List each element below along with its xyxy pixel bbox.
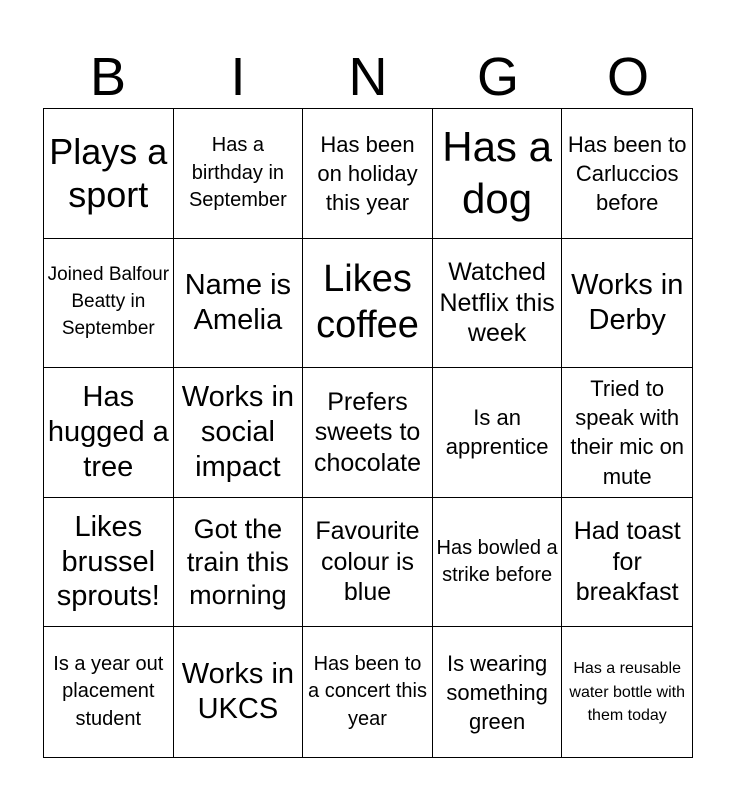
cell-label: Name is Amelia: [184, 269, 292, 336]
cell-label: Has been on holiday this year: [317, 131, 418, 215]
header-letter-n: N: [348, 47, 388, 107]
bingo-cell-r5c1[interactable]: [44, 627, 174, 757]
bingo-cell-r1c1[interactable]: [44, 109, 174, 239]
cell-label: Is wearing something green: [446, 650, 548, 734]
bingo-cell-r2c3[interactable]: [303, 239, 433, 369]
bingo-cell-r3c5[interactable]: [562, 368, 692, 498]
bingo-cell-r1c2[interactable]: [174, 109, 304, 239]
cell-label: Is a year out placement student: [53, 652, 164, 730]
cell-label: Has a birthday in September: [188, 133, 287, 212]
bingo-cell-r1c5[interactable]: [562, 109, 692, 239]
cell-label: Joined Balfour Beatty in September: [47, 264, 170, 340]
bingo-cell-r3c2[interactable]: [174, 368, 304, 498]
header-letter-b: B: [89, 47, 127, 107]
cell-label: Works in social impact: [181, 381, 295, 483]
bingo-cell-r1c3[interactable]: [303, 109, 433, 239]
cell-label: Tried to speak with their mic on mute: [570, 376, 685, 489]
cell-label: Likes brussel sprouts!: [56, 510, 160, 613]
bingo-cell-r5c4[interactable]: [433, 627, 563, 757]
bingo-cell-r5c3[interactable]: [303, 627, 433, 757]
cell-label: Likes coffee: [316, 258, 419, 346]
bingo-cell-r3c3[interactable]: [303, 368, 433, 498]
cell-label: Works in UKCS: [181, 658, 295, 726]
bingo-cell-r4c2[interactable]: [174, 498, 304, 628]
cell-label: Has hugged a tree: [47, 381, 169, 483]
cell-label: Has bowled a strike before: [436, 536, 558, 587]
cell-label: Plays a sport: [49, 131, 168, 216]
bingo-card: [43, 108, 693, 758]
bingo-cell-r4c1[interactable]: [44, 498, 174, 628]
bingo-cell-r2c2[interactable]: [174, 239, 304, 369]
bingo-cell-r4c3[interactable]: [303, 498, 433, 628]
cell-label: Has been to Carluccios before: [567, 131, 687, 215]
bingo-cell-r2c1[interactable]: [44, 239, 174, 369]
cell-label: Got the train this morning: [186, 513, 289, 610]
cell-label: Works in Derby: [571, 269, 684, 336]
header-letter-g: G: [476, 47, 519, 107]
bingo-cell-r3c4[interactable]: [433, 368, 563, 498]
cell-label: Prefers sweets to chocolate: [313, 387, 421, 477]
bingo-cell-r4c5[interactable]: [562, 498, 692, 628]
cell-label: Has a dog: [442, 122, 552, 223]
cell-label: Has a reusable water bottle with them today: [569, 660, 685, 724]
cell-label: Is an apprentice: [445, 405, 549, 460]
header-letter-i: I: [230, 47, 246, 107]
bingo-cell-r5c5[interactable]: [562, 627, 692, 757]
bingo-cell-r5c2[interactable]: [174, 627, 304, 757]
bingo-cell-r3c1[interactable]: [44, 368, 174, 498]
bingo-cell-r4c4[interactable]: [433, 498, 563, 628]
bingo-header: [43, 46, 693, 108]
bingo-cell-r2c5[interactable]: [562, 239, 692, 369]
cell-label: Watched Netflix this week: [439, 258, 555, 348]
cell-label: Favourite colour is blue: [315, 517, 420, 607]
bingo-cell-r1c4[interactable]: [433, 109, 563, 239]
cell-label: Had toast for breakfast: [573, 517, 681, 607]
bingo-cell-r2c4[interactable]: [433, 239, 563, 369]
cell-label: Has been to a concert this year: [308, 652, 427, 730]
header-letter-o: O: [606, 47, 649, 107]
